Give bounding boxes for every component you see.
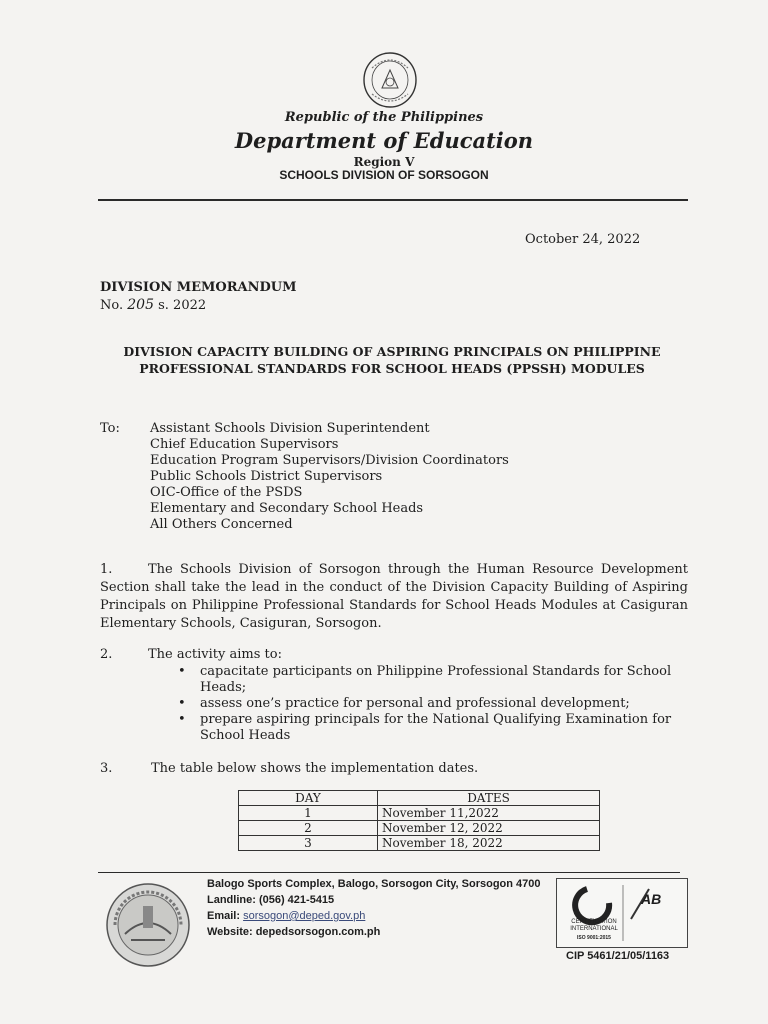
table-cell-day: 3 xyxy=(239,836,378,851)
to-label: To: xyxy=(100,421,120,436)
recipient-item: Education Program Supervisors/Division Coordinators xyxy=(150,453,509,468)
memo-no-prefix: No. xyxy=(100,298,124,313)
footer-divider xyxy=(98,872,680,873)
table-cell-date: November 11,2022 xyxy=(378,806,600,821)
footer-website: Website: depedsorsogon.com.ph xyxy=(207,926,381,938)
republic-heading: Republic of the Philippines xyxy=(284,110,484,125)
aim-item: • capacitate participants on Philippine Professional Standards for School Heads; xyxy=(175,664,690,696)
table-header-dates: DATES xyxy=(378,791,600,806)
department-heading: Department of Education xyxy=(234,128,534,153)
recipient-item: Elementary and Secondary School Heads xyxy=(150,501,424,516)
aim-item: • assess one’s practice for personal and professional development; xyxy=(175,696,690,712)
header-divider xyxy=(98,199,688,201)
footer-email-row xyxy=(207,908,541,924)
footer-landline: Landline: (056) 421-5415 xyxy=(207,894,335,906)
cert-iso: ISO 9001:2015 xyxy=(577,935,611,941)
paragraph-2-number: 2. xyxy=(100,647,113,662)
division-seal-logo xyxy=(105,882,191,968)
table-row xyxy=(239,821,600,836)
aim-item: • prepare aspiring principals for the National Qualifying Examination for School Heads xyxy=(175,712,690,744)
footer-contact xyxy=(207,876,541,940)
footer-address: Balogo Sports Complex, Balogo, Sorsogon City, Sorsogon 4700 xyxy=(207,878,541,890)
memo-title-line-1: DIVISION CAPACITY BUILDING OF ASPIRING PRINCIPALS ON PHILIPPINE xyxy=(123,344,661,359)
table-header-row xyxy=(239,791,600,806)
table-header-day: DAY xyxy=(239,791,378,806)
memo-title-line-2: PROFESSIONAL STANDARDS FOR SCHOOL HEADS (PPSSH) MODULES xyxy=(139,361,645,376)
paragraph-1-number: 1. xyxy=(100,562,113,577)
recipient-item: Chief Education Supervisors xyxy=(150,437,339,452)
implementation-dates-table xyxy=(238,790,600,851)
memo-number xyxy=(100,297,206,313)
paragraph-3-text: The table below shows the implementation dates. xyxy=(151,761,479,776)
recipient-item: OIC-Office of the PSDS xyxy=(150,485,303,500)
memo-date: October 24, 2022 xyxy=(525,232,641,247)
table-cell-date: November 12, 2022 xyxy=(378,821,600,836)
deped-seal-logo xyxy=(352,50,428,110)
paragraph-3-number: 3. xyxy=(100,761,113,776)
paragraph-2-text: The activity aims to: xyxy=(148,647,282,662)
footer-email-link[interactable]: sorsogon@deped.gov.ph xyxy=(243,910,366,922)
table-cell-day: 1 xyxy=(239,806,378,821)
cert-ab-mark: AB xyxy=(641,891,662,907)
paragraph-1-text: The Schools Division of Sorsogon through the Human Resource Development Section shall take the lead in the conduct of the Division Capacity Building of Aspiring Principals on Philippine Professional Standards for School Heads Modules at Casiguran Elementary Schools, Casiguran, Sorsogon. xyxy=(100,562,688,631)
cert-name: CERTIFICATION INTERNATIONAL xyxy=(570,919,618,932)
certification-badge xyxy=(556,878,688,948)
footer-email-label: Email: xyxy=(207,910,241,922)
region-heading: Region V xyxy=(353,155,415,169)
recipient-list xyxy=(150,421,509,533)
memo-number-handwritten: 205 xyxy=(127,297,154,313)
recipient-item: Assistant Schools Division Superintendent xyxy=(150,421,430,436)
memo-type: DIVISION MEMORANDUM xyxy=(100,280,297,295)
recipient-item: All Others Concerned xyxy=(150,517,293,532)
table-cell-date: November 18, 2022 xyxy=(378,836,600,851)
table-row xyxy=(239,806,600,821)
memo-series: s. 2022 xyxy=(158,298,207,313)
division-heading: SCHOOLS DIVISION OF SORSOGON xyxy=(279,168,489,182)
table-row xyxy=(239,836,600,851)
recipient-item: Public Schools District Supervisors xyxy=(150,469,383,484)
table-cell-day: 2 xyxy=(239,821,378,836)
cip-number: CIP 5461/21/05/1163 xyxy=(566,950,670,962)
paragraph-1 xyxy=(100,561,688,633)
aims-list xyxy=(175,664,690,744)
